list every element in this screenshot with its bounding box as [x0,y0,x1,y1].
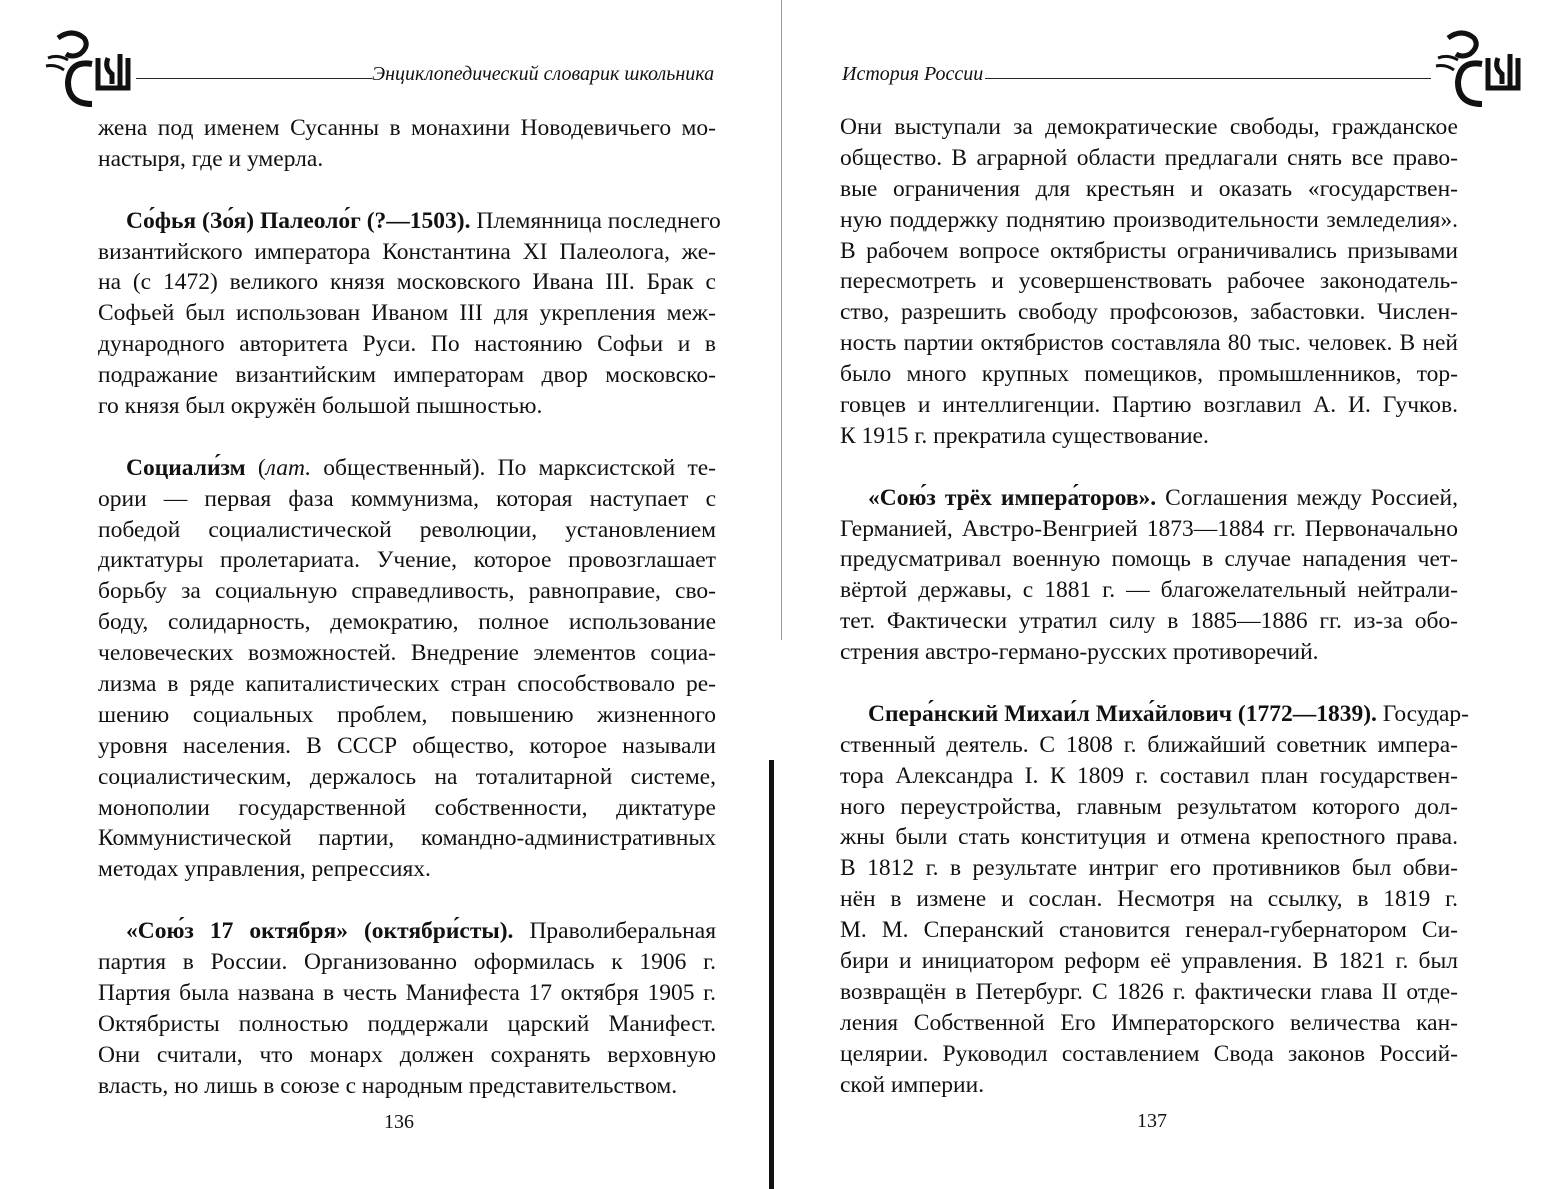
text-segment: Государ- [1376,700,1470,727]
text-line: В рабочем вопросе октябристы ограничивались призывами [840,237,1458,264]
text-segment: Праволиберальная [513,918,716,945]
text-line: тора Александра I. К 1809 г. составил план государствен- [840,762,1458,789]
text-line: тет. Фактически утратил силу в 1885—1886 гг. из-за обо- [840,608,1458,635]
text-line: ность партии октябристов составляла 80 тыс. человек. В ней [840,330,1458,357]
text-line: на (с 1472) великого князя московского Ивана III. Брак с [98,269,716,296]
text-line: жны были стать конституция и отмена крепостного права. [840,824,1458,851]
text-line: власть, но лишь в союзе с народным представительством. [98,1072,678,1099]
page-body [98,113,721,1132]
text-line: ного переустройства, главным результатом которого дол- [840,793,1458,820]
text-line: говцев и интеллигенции. Партию возглавил А. И. Гучков. [840,392,1458,419]
text-line: ную поддержку поднятию производительности земледелия». [840,206,1458,233]
text-line [840,699,1470,730]
text-line: боду, солидарность, демократию, полное использование [98,609,716,636]
text-line: общество. В аграрной области предлагали снять все право- [840,144,1458,171]
text-segment: Племянница последнего [470,207,721,234]
text-segment: Они выступали за демократические свободы, гражданское [840,114,1458,140]
header-rule [985,78,1431,79]
text-segment: Соглашения между Россией, [1156,484,1458,511]
text-line: предусматривал военную помощь в случае нападения чет- [840,546,1458,573]
dictionary-entry [840,112,1458,452]
entry-headword: «Сою́з трёх импера́торов». [868,484,1157,511]
text-line [98,113,716,144]
text-line: борьбу за социальную справедливость, равноправие, сво- [98,578,716,605]
dictionary-entry [98,453,716,885]
text-line [98,206,721,237]
text-line: Коммунистической партии, командно-административных [98,825,716,852]
text-line: Партия была названа в честь Манифеста 17 октября 1905 г. [98,979,716,1006]
entry-headword: Со́фья (Зо́я) Палеоло́г (?—1503). [126,207,471,234]
text-line: ство, разрешить свободу профсоюзов, забастовки. Числен- [840,299,1458,326]
book-gutter [781,0,782,640]
text-line: В 1812 г. в результате интриг его противников был обви- [840,855,1458,882]
text-line: партия в России. Организованно оформилась к 1906 г. [98,949,716,976]
dictionary-entry [98,206,721,422]
text-line: ления Собственной Его Императорского величества кан- [840,1009,1458,1036]
text-line: шению социальных проблем, повышению жизненного [98,701,716,728]
text-line: бири и инициатором реформ её управления. В 1821 г. был [840,948,1458,975]
entry-headword: Спера́нский Михаи́л Миха́йлович (1772—1839). [868,700,1377,727]
text-line: Софьей был использован Иваном III для укрепления меж- [98,300,716,327]
text-line [98,916,716,947]
text-line: социалистическим, держалось на тоталитарной системе, [98,763,716,790]
text-line: стрения австро-германо-русских противоречий. [840,639,1319,666]
text-segment: общественный). По марксистской те- [311,454,716,481]
text-segment: ( [245,454,266,481]
text-line: вые ограничения для крестьян и оказать «государствен- [840,175,1458,202]
text-line: целярии. Руководил составлением Свода законов Россий- [840,1040,1458,1067]
text-line [840,112,1458,143]
text-line: вёртой державы, с 1881 г. — благожелательный нейтрали- [840,577,1458,604]
text-line: ственный деятель. С 1808 г. ближайший советник импера- [840,731,1458,758]
dictionary-entry [98,916,716,1101]
text-line: было много крупных помещиков, промышленников, тор- [840,361,1458,388]
text-line: Германией, Австро-Венгрией 1873—1884 гг. Первоначально [840,515,1458,542]
header-rule [136,78,372,79]
text-line: пересмотреть и усовершенствовать рабочее законодатель- [840,268,1458,295]
text-line: победой социалистической революции, установлением [98,516,716,543]
series-logo-icon [40,28,136,108]
text-line: нён в измене и сослан. Несмотря на ссылку, в 1819 г. [840,886,1458,913]
text-line: лизма в ряде капиталистических стран способствовало ре- [98,671,716,698]
text-line [98,453,716,484]
entry-headword: «Сою́з 17 октября» (октябри́сты). [126,918,514,945]
dictionary-entry [840,483,1458,668]
page-body [840,112,1470,1131]
dictionary-entry [840,699,1470,1101]
series-logo-icon [1430,28,1526,108]
text-line [840,483,1458,514]
right-page [785,0,1547,1189]
text-line: ории — первая фаза коммунизма, которая наступает с [98,485,716,512]
page-number: 136 [384,1111,414,1133]
text-line: настыря, где и умерла. [98,145,324,172]
text-line: ской империи. [840,1071,985,1098]
text-line: уровня населения. В СССР общество, которое называли [98,732,716,759]
text-line: монополии государственной собственности, диктатуре [98,794,716,821]
text-segment: жена под именем Сусанны в монахини Новодевичьего мо- [98,115,716,141]
text-line: подражание византийским императорам двор московско- [98,362,716,389]
running-header: История России [842,63,984,85]
text-line: византийского императора Константина XI Палеолога, же- [98,238,716,265]
text-line: Они считали, что монарх должен сохранять верховную [98,1041,716,1068]
text-line: го князя был окружён большой пышностью. [98,393,543,420]
italic-text: лат. [265,454,312,481]
page-number: 137 [1137,1110,1167,1132]
text-line: диктатуры пролетариата. Учение, которое провозглашает [98,547,716,574]
text-line: М. М. Сперанский становится генерал-губернатором Си- [840,917,1458,944]
running-header: Энциклопедический словарик школьника [372,63,715,85]
dictionary-entry [98,113,716,175]
text-line: методах управления, репрессиях. [98,856,431,883]
entry-headword: Социали́зм [126,454,246,481]
text-line: Октябристы полностью поддержали царский Манифест. [98,1010,716,1037]
text-line: К 1915 г. прекратила существование. [840,422,1209,449]
text-line: человеческих возможностей. Внедрение элементов социа- [98,640,716,667]
text-line: дународного авторитета Руси. По настоянию Софьи и в [98,331,716,358]
text-line: возвращён в Петербург. С 1826 г. фактически глава II отде- [840,978,1458,1005]
